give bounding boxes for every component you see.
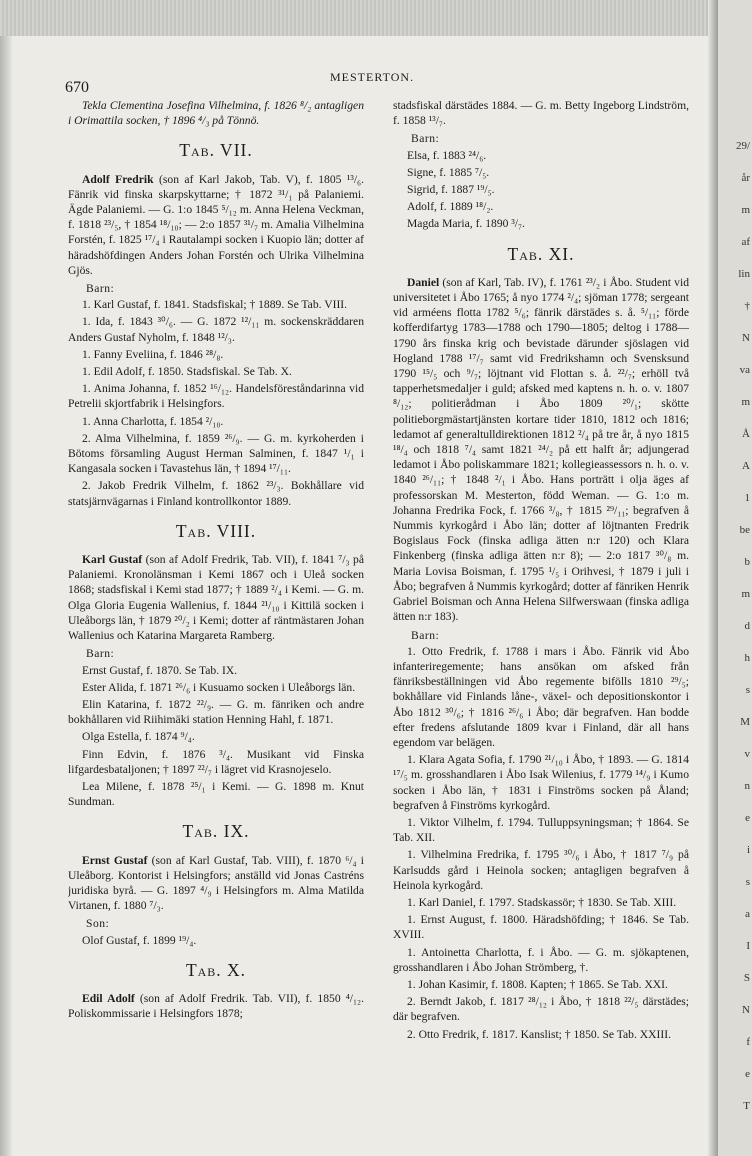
tab-vii-head-text: (son af Karl Jakob, Tab. V), f. 1805 ¹³/₆. Fänrik vid finska skarpskyttarne; † 1872 ³¹/₁ på Palaniemi. Ägde Palaniemi. — G. 1:o 1845 ⁵/₁₂ m. Anna Helena Veckman, f. 1818 ²³/₅, † 1854 ¹⁸/₁₀; — 2:o 1857 ³¹/₇ m. Amalia Vilhelmina Forstén, f. 1825 ¹⁷/₄ i Rautalampi socken i Kuopio län; dotter af häradshöfdingen Anders Johan Forstén och Ulrika Vilhelmina Gjös. (68, 172, 364, 277)
next-page-fragment: I (746, 940, 750, 952)
tab-vii-entry (68, 172, 364, 278)
list-item: 1. Johan Kasimir, f. 1808. Kapten; † 1865. Se Tab. XXI. (407, 977, 668, 991)
tab-viii-entry (68, 552, 364, 643)
list-item: 1. Ernst August, f. 1800. Häradshöfding; † 1846. Se Tab. XVIII. (393, 913, 689, 942)
list-item: Olof Gustaf, f. 1899 ¹⁹/₄. (82, 933, 197, 947)
list-item: Sigrid, f. 1887 ¹⁹/₅. (407, 183, 495, 197)
list-item: 2. Berndt Jakob, f. 1817 ²⁸/₁₂ i Åbo, † 1818 ²²/₅ därstädes; där begrafven. (393, 995, 689, 1024)
next-page-fragment: va (739, 364, 750, 376)
next-page-fragment: lin (738, 268, 750, 280)
left-column (68, 98, 364, 1138)
next-page-sliver (718, 0, 752, 1156)
book-spine-shadow (708, 0, 718, 1156)
next-page-fragment: m (741, 396, 750, 408)
tab-x-head-name: Edil Adolf (82, 991, 135, 1005)
next-page-fragment: h (744, 652, 750, 664)
list-item: 1. Viktor Vilhelm, f. 1794. Tulluppsyningsman; † 1864. Se Tab. XII. (393, 815, 689, 845)
next-page-fragment: f (746, 1036, 750, 1048)
tab-vii-head-name: Adolf Fredrik (82, 172, 154, 186)
next-page-fragment: m (741, 588, 750, 600)
next-page-fragment: N (742, 1004, 750, 1016)
next-page-fragment: be (739, 524, 750, 536)
next-page-fragment: Å (742, 428, 750, 440)
list-item: Adolf, f. 1889 ¹⁸/₂. (407, 200, 494, 214)
list-item: 1. Vilhelmina Fredrika, f. 1795 ³⁰/₆ i Åbo, † 1817 ⁷/₉ på Karlsudds gård i Heinola socken; antagligen begrafven å Heinola kyrkogård. (393, 848, 689, 892)
next-page-fragment: e (745, 812, 750, 824)
tab-xi-head-text: (son af Karl, Tab. IV), f. 1761 ²³/₂ i Åbo. Student vid universitetet i Åbo 1765; å nyo 1774 ²/₄; sjöman 1778; sergeant vid arméens flotta 1782 ⁵/₆; fänrik därstädes s. å. ⁵/₁₁; förde kofferdifartyg 1783—1788 och 1790—1805; deltog i 1788—1790 års finska krig och bevistade därunder sjöslagen vid Hogland 1788 ¹⁷/₇ samt vid Fredrikshamn och Svensksund 1790 ¹⁵/₅ och ⁹/₇; löjtnant vid Flottan s. å. ²²/₇; erhöll två tapperhetsmedaljer i guld; afsked med kaptens n. h. o. v. 1807 ⁸/₁₂; politierådman i Åbo 1809 ²⁰/₁; skötte politieborgmästartjänsten kortare tider 1810, 1812 och 1816; ledamot af generaltulldirektionen 1812 ²/₄ på tre år, å nyo 1815 ¹⁸/₄ och 1818 ⁷/₄ samt 1821 ²⁴/₂ på ett halft år; adjungerad ledamot i Åbo poliskammare 1821; kollegieassessors n. h. o. v. 1840 ²⁶/₁₁; † 1848 ²/₁ i Åbo. Hans porträtt i olja äges af professorskan M. Mesterton, född Weman. — G. 1:o m. Johanna Fredrika Fock, f. 1766 ³/₈, † 1815 ²⁹/₁₁; begrafven å Nummis kyrkogård i Åbo län; dotter af löjtnanten Fredrik Bogislaus Fock (finska adliga ätten n:r 120) och Klara Finkenberg (finska adliga ätten n:r 8); — 2:o 1817 ³⁰/₈ m. Maria Lovisa Boisman, f. 1795 ¹/₅ i Orihvesi, † 1879 i juli i Åbo; begrafven å Nummis kyrkogård; dotter af fänriken Henrik Gabriel Boisman och Anna Helena Silfwerswaan (finska adliga ätten n:r 183). (393, 275, 689, 624)
next-page-fragment: T (743, 1100, 750, 1112)
right-column (393, 98, 689, 1138)
tab-ix-heading: Tab. IX. (182, 821, 250, 842)
list-item: 1. Anna Charlotta, f. 1854 ²/₁₀. (82, 414, 224, 428)
next-page-fragment: a (745, 908, 750, 920)
list-item: 1. Fanny Eveliina, f. 1846 ²⁸/₈. (82, 347, 224, 361)
list-item: 1. Anima Johanna, f. 1852 ¹⁶/₁₂. Handelsföreståndarinna vid Petrelii skjortfabrik i Helsingfors. (68, 382, 364, 411)
list-item: 2. Alma Vilhelmina, f. 1859 ²⁶/₉. — G. m. kyrkoherden i Bötoms församling August Herman Salminen, f. 1847 ¹/₁ i Kangasala socken i Tavastehus län, † 1894 ¹⁷/₁₁. (68, 431, 364, 476)
tab-ix-entry (68, 853, 364, 914)
running-head: MESTERTON. (330, 70, 415, 84)
next-page-fragment: d (744, 620, 750, 632)
next-page-fragment: S (743, 972, 750, 984)
tab-vii-heading: Tab. VII. (179, 140, 253, 161)
next-page-fragment: af (741, 236, 750, 248)
list-item: Ester Alida, f. 1871 ²⁶/₆ i Kusuamo socken i Uleåborgs län. (82, 680, 356, 694)
tab-viii-heading: Tab. VIII. (175, 520, 257, 541)
tab-ix-head-text: (son af Karl Gustaf, Tab. VIII), f. 1870 ⁶/₄ i Uleåborg. Kontorist i Helsingfors; anställd vid Jonas Castréns juridiska byrå. — G. 1897 ⁴/₉ i Helsingfors m. Alma Matilda Virtanen, f. 1880 ⁷/₃. (68, 853, 364, 913)
page-number: 670 (65, 79, 89, 96)
list-item: Finn Edvin, f. 1876 ³/₄. Musikant vid Finska lifgardesbataljonen; † 1897 ²²/₇ i lägret vid Krasnojeselo. (68, 747, 364, 776)
next-page-fragment: 29/ (735, 140, 750, 152)
tab-x-children-label: Barn: (411, 132, 440, 146)
next-page-fragment: år (741, 172, 750, 184)
tab-viii-children-label: Barn: (86, 647, 115, 661)
tab-xi-entry (393, 275, 689, 625)
list-item: 2. Otto Fredrik, f. 1817. Kanslist; † 1850. Se Tab. XXIII. (407, 1027, 671, 1041)
list-item: Signe, f. 1885 ⁷/₅. (407, 165, 490, 179)
tab-xi-head-name: Daniel (407, 275, 440, 289)
tab-ix-children-label: Son: (86, 917, 110, 931)
tab-viii-head-text: (son af Adolf Fredrik, Tab. VII), f. 1841 ⁷/₃ på Palaniemi. Kronolänsman i Kemi 1867 och i Uleå socken 1868; stadsfiskal i Kemi stad 1877; † 1889 ²/₄ i Kemi. — G. m. Olga Gloria Eugenia Wallenius, f. 1844 ²¹/₁₀ i Kittilä socken i Uleåborgs län, † 1879 ²⁰/₂ i Kemi; dotter af räntmästaren Johan Wallenius och Katarina Margareta Ramberg. (68, 553, 364, 643)
next-page-fragment: m (741, 204, 750, 216)
next-page-fragment: s (745, 876, 750, 888)
tab-x-continuation: stadsfiskal därstädes 1884. — G. m. Betty Ingeborg Lindström, f. 1858 ¹³/₇. (393, 99, 689, 128)
list-item: 1. Karl Gustaf, f. 1841. Stadsfiskal; † 1889. Se Tab. VIII. (82, 298, 348, 312)
left-gutter-shadow (0, 36, 12, 1156)
next-page-fragment: b (744, 556, 750, 568)
tab-xi-heading: Tab. XI. (507, 243, 575, 264)
list-item: Elin Katarina, f. 1872 ²²/₉. — G. m. fänriken och andre bokhållaren vid Riihimäki station Henning Hahl, f. 1871. (68, 697, 364, 727)
next-page-fragment: † (744, 300, 750, 312)
list-item: Ernst Gustaf, f. 1870. Se Tab. IX. (82, 663, 238, 677)
list-item: Olga Estella, f. 1874 ⁹/₄. (82, 730, 195, 744)
next-page-fragment: n (744, 780, 750, 792)
next-page-fragment: M (740, 716, 750, 728)
list-item: 1. Klara Agata Sofia, f. 1790 ²¹/₁₀ i Åbo, † 1893. — G. 1814 ¹⁷/₅ m. grosshandlaren i Åbo Isak Wilenius, f. 1779 ¹⁴/₉ i Kumo socken i Åbo län, † 1831 i Finströms socken på Åland; begrafven å Finströms kyrkogård. (393, 753, 689, 812)
tab-ix-head-name: Ernst Gustaf (82, 853, 148, 867)
tab-viii-head-name: Karl Gustaf (82, 553, 143, 567)
next-page-fragment: A (742, 460, 750, 472)
tab-x-head-text: (son af Adolf Fredrik. Tab. VII), f. 1850 ⁴/₁₂. Poliskommissarie i Helsingfors 1878; (68, 991, 364, 1021)
next-page-fragment: e (745, 1068, 750, 1080)
tab-x-entry (68, 991, 364, 1021)
tab-vii-children-label: Barn: (86, 282, 115, 296)
list-item: 2. Jakob Fredrik Vilhelm, f. 1862 ²³/₃. Bokhållare vid statsjärnvägarnas i Finland kontrollkontor 1889. (68, 479, 364, 508)
next-page-fragment: v (744, 748, 750, 760)
next-page-fragment: 1 (744, 492, 750, 504)
tab-xi-children-label: Barn: (411, 628, 440, 642)
list-item: Elsa, f. 1883 ²⁴/₆. (407, 148, 487, 162)
list-item: 1. Karl Daniel, f. 1797. Stadskassör; † 1830. Se Tab. XIII. (407, 895, 677, 909)
list-item: 1. Antoinetta Charlotta, f. i Åbo. — G. m. sjökaptenen, grosshandlaren i Åbo Johan Strömberg, †. (393, 945, 689, 974)
intro-entry: Tekla Clementina Josefina Vilhelmina, f. 1826 ⁸/₂ antagligen i Orimattila socken, † 1896 ⁴/₃ på Tönnö. (68, 99, 364, 128)
next-page-fragment: N (742, 332, 750, 344)
list-item: Magda Maria, f. 1890 ³/₇. (407, 217, 525, 231)
list-item: 1. Edil Adolf, f. 1850. Stadsfiskal. Se Tab. X. (82, 365, 292, 379)
list-item: 1. Ida, f. 1843 ³⁰/₆. — G. 1872 ¹²/₁₁ m. sockenskräddaren Anders Gustaf Nyholm, f. 1848 ¹²/₃. (68, 315, 364, 344)
next-page-fragment: s (745, 684, 750, 696)
list-item: Lea Milene, f. 1878 ²⁵/₁ i Kemi. — G. 1898 m. Knut Sundman. (68, 779, 364, 809)
next-page-fragment: i (746, 844, 750, 856)
list-item: 1. Otto Fredrik, f. 1788 i mars i Åbo. Fänrik vid Åbo infanteriregemente; hans ansökan om afsked från fänriksbeställningen vid Åbo regemente bifölls 1810 ²⁹/₅; bokhållare vid Finlands låne-, växel- och depositionskontor i Åbo 1812 ³⁰/₆; † 1816 ²⁶/₆ i Åbo; där begrafven. Han bodde efter fredens afslutande 1809 kvar i Finland, där all hans egendom var belägen. (393, 644, 689, 749)
scan-top-border (0, 0, 718, 36)
tab-x-heading: Tab. X. (185, 959, 247, 980)
